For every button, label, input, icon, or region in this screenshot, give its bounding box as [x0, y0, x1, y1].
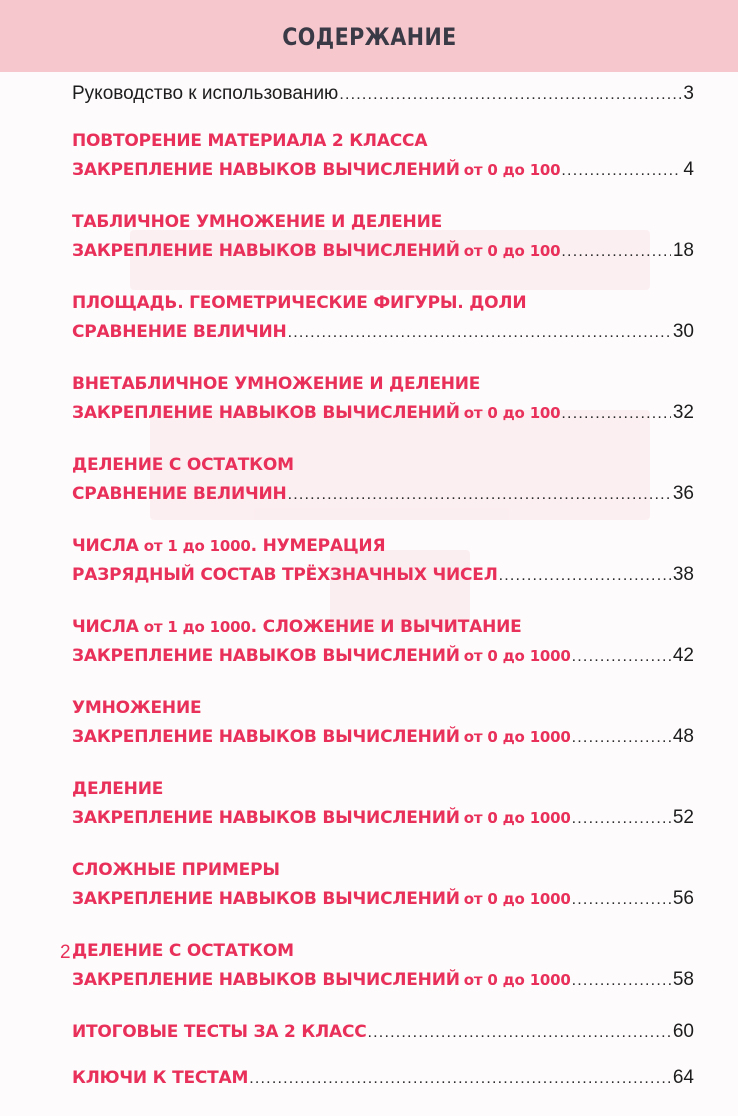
- toc-page-number: 4: [683, 159, 694, 180]
- section-title-rest: . СЛОЖЕНИЕ И ВЫЧИТАНИЕ: [250, 617, 522, 637]
- section-title: ИТОГОВЫЕ ТЕСТЫ ЗА 2 КЛАСС: [72, 1022, 367, 1042]
- dot-leader: [288, 480, 671, 508]
- toc-page-number: 30: [672, 321, 694, 342]
- toc-page-number: 48: [672, 726, 694, 747]
- toc-page-number: 52: [672, 807, 694, 828]
- section-title: ТАБЛИЧНОЕ УМНОЖЕНИЕ И ДЕЛЕНИЕ: [72, 212, 443, 232]
- dot-leader: [572, 642, 671, 670]
- toc-entry-title: Руководство к использованию: [72, 83, 339, 104]
- dot-leader: [339, 81, 681, 108]
- toc-entry-intro[interactable]: [72, 80, 694, 108]
- dot-leader: [288, 318, 671, 346]
- section-subtitle: ЗАКРЕПЛЕНИЕ НАВЫКОВ ВЫЧИСЛЕНИЙ: [72, 808, 460, 828]
- dot-leader: [561, 399, 670, 427]
- toc-page-number: 38: [672, 564, 694, 585]
- number-range: от 0 до 1000: [463, 971, 571, 989]
- toc-entry[interactable]: [72, 451, 694, 508]
- section-title: ДЕЛЕНИЕ С ОСТАТКОМ: [72, 455, 294, 475]
- section-title: СЛОЖНЫЕ ПРИМЕРЫ: [72, 860, 280, 880]
- toc-entry[interactable]: [72, 613, 694, 670]
- section-subtitle: СРАВНЕНИЕ ВЕЛИЧИН: [72, 322, 287, 342]
- dot-leader: [249, 1065, 671, 1092]
- dot-leader: [572, 966, 671, 994]
- section-title: ПОВТОРЕНИЕ МАТЕРИАЛА 2 КЛАССА: [72, 131, 428, 151]
- section-title: ВНЕТАБЛИЧНОЕ УМНОЖЕНИЕ И ДЕЛЕНИЕ: [72, 374, 481, 394]
- toc-page-number: 58: [672, 969, 694, 990]
- toc-entry[interactable]: [72, 1064, 694, 1092]
- page-number: 2: [60, 942, 71, 963]
- toc-entry[interactable]: [72, 208, 694, 265]
- section-title: УМНОЖЕНИЕ: [72, 698, 202, 718]
- toc-page-number: 32: [672, 402, 694, 423]
- number-range: от 0 до 1000: [463, 809, 571, 827]
- toc-entry[interactable]: [72, 856, 694, 913]
- toc-entry[interactable]: [72, 775, 694, 832]
- dot-leader: [561, 156, 681, 184]
- section-title: ПЛОЩАДЬ. ГЕОМЕТРИЧЕСКИЕ ФИГУРЫ. ДОЛИ: [72, 293, 527, 313]
- number-range: от 0 до 100: [463, 161, 561, 179]
- dot-leader: [368, 1019, 671, 1046]
- toc-entry[interactable]: [72, 694, 694, 751]
- section-subtitle: ЗАКРЕПЛЕНИЕ НАВЫКОВ ВЫЧИСЛЕНИЙ: [72, 241, 460, 261]
- toc-entry[interactable]: [72, 127, 694, 184]
- section-title: ЧИСЛА: [72, 536, 139, 556]
- number-range: от 0 до 1000: [463, 647, 571, 665]
- number-range: от 1 до 1000: [143, 618, 251, 636]
- number-range: от 1 до 1000: [143, 537, 251, 555]
- toc-page-number: 18: [672, 240, 694, 261]
- section-subtitle: СРАВНЕНИЕ ВЕЛИЧИН: [72, 484, 287, 504]
- page-title: СОДЕРЖАНИЕ: [281, 23, 457, 51]
- dot-leader: [572, 804, 671, 832]
- section-subtitle: ЗАКРЕПЛЕНИЕ НАВЫКОВ ВЫЧИСЛЕНИЙ: [72, 160, 460, 180]
- toc-page-number: 3: [683, 83, 694, 104]
- dot-leader: [561, 237, 670, 265]
- section-title: ДЕЛЕНИЕ: [72, 779, 164, 799]
- number-range: от 0 до 1000: [463, 890, 571, 908]
- dot-leader: [572, 723, 671, 751]
- section-title-rest: . НУМЕРАЦИЯ: [250, 536, 386, 556]
- section-subtitle: ЗАКРЕПЛЕНИЕ НАВЫКОВ ВЫЧИСЛЕНИЙ: [72, 403, 460, 423]
- toc-page-number: 42: [672, 645, 694, 666]
- section-title: КЛЮЧИ К ТЕСТАМ: [72, 1068, 249, 1088]
- toc-entry[interactable]: [72, 532, 694, 589]
- toc-entry[interactable]: [72, 289, 694, 346]
- toc-entry[interactable]: [72, 937, 694, 994]
- section-subtitle: ЗАКРЕПЛЕНИЕ НАВЫКОВ ВЫЧИСЛЕНИЙ: [72, 646, 460, 666]
- dot-leader: [499, 561, 671, 589]
- number-range: от 0 до 100: [463, 404, 561, 422]
- dot-leader: [572, 885, 671, 913]
- section-subtitle: РАЗРЯДНЫЙ СОСТАВ ТРЁХЗНАЧНЫХ ЧИСЕЛ: [72, 565, 498, 585]
- section-title: ЧИСЛА: [72, 617, 139, 637]
- toc-page-number: 60: [672, 1021, 694, 1042]
- table-of-contents: [72, 80, 694, 1116]
- toc-entry[interactable]: [72, 1018, 694, 1046]
- number-range: от 0 до 100: [463, 242, 561, 260]
- section-subtitle: ЗАКРЕПЛЕНИЕ НАВЫКОВ ВЫЧИСЛЕНИЙ: [72, 889, 460, 909]
- toc-page-number: 36: [672, 483, 694, 504]
- section-subtitle: ЗАКРЕПЛЕНИЕ НАВЫКОВ ВЫЧИСЛЕНИЙ: [72, 970, 460, 990]
- toc-entry[interactable]: [72, 370, 694, 427]
- toc-page-number: 64: [672, 1067, 694, 1088]
- section-title: ДЕЛЕНИЕ С ОСТАТКОМ: [72, 941, 294, 961]
- section-subtitle: ЗАКРЕПЛЕНИЕ НАВЫКОВ ВЫЧИСЛЕНИЙ: [72, 727, 460, 747]
- header-band: [0, 0, 738, 72]
- number-range: от 0 до 1000: [463, 728, 571, 746]
- toc-page-number: 56: [672, 888, 694, 909]
